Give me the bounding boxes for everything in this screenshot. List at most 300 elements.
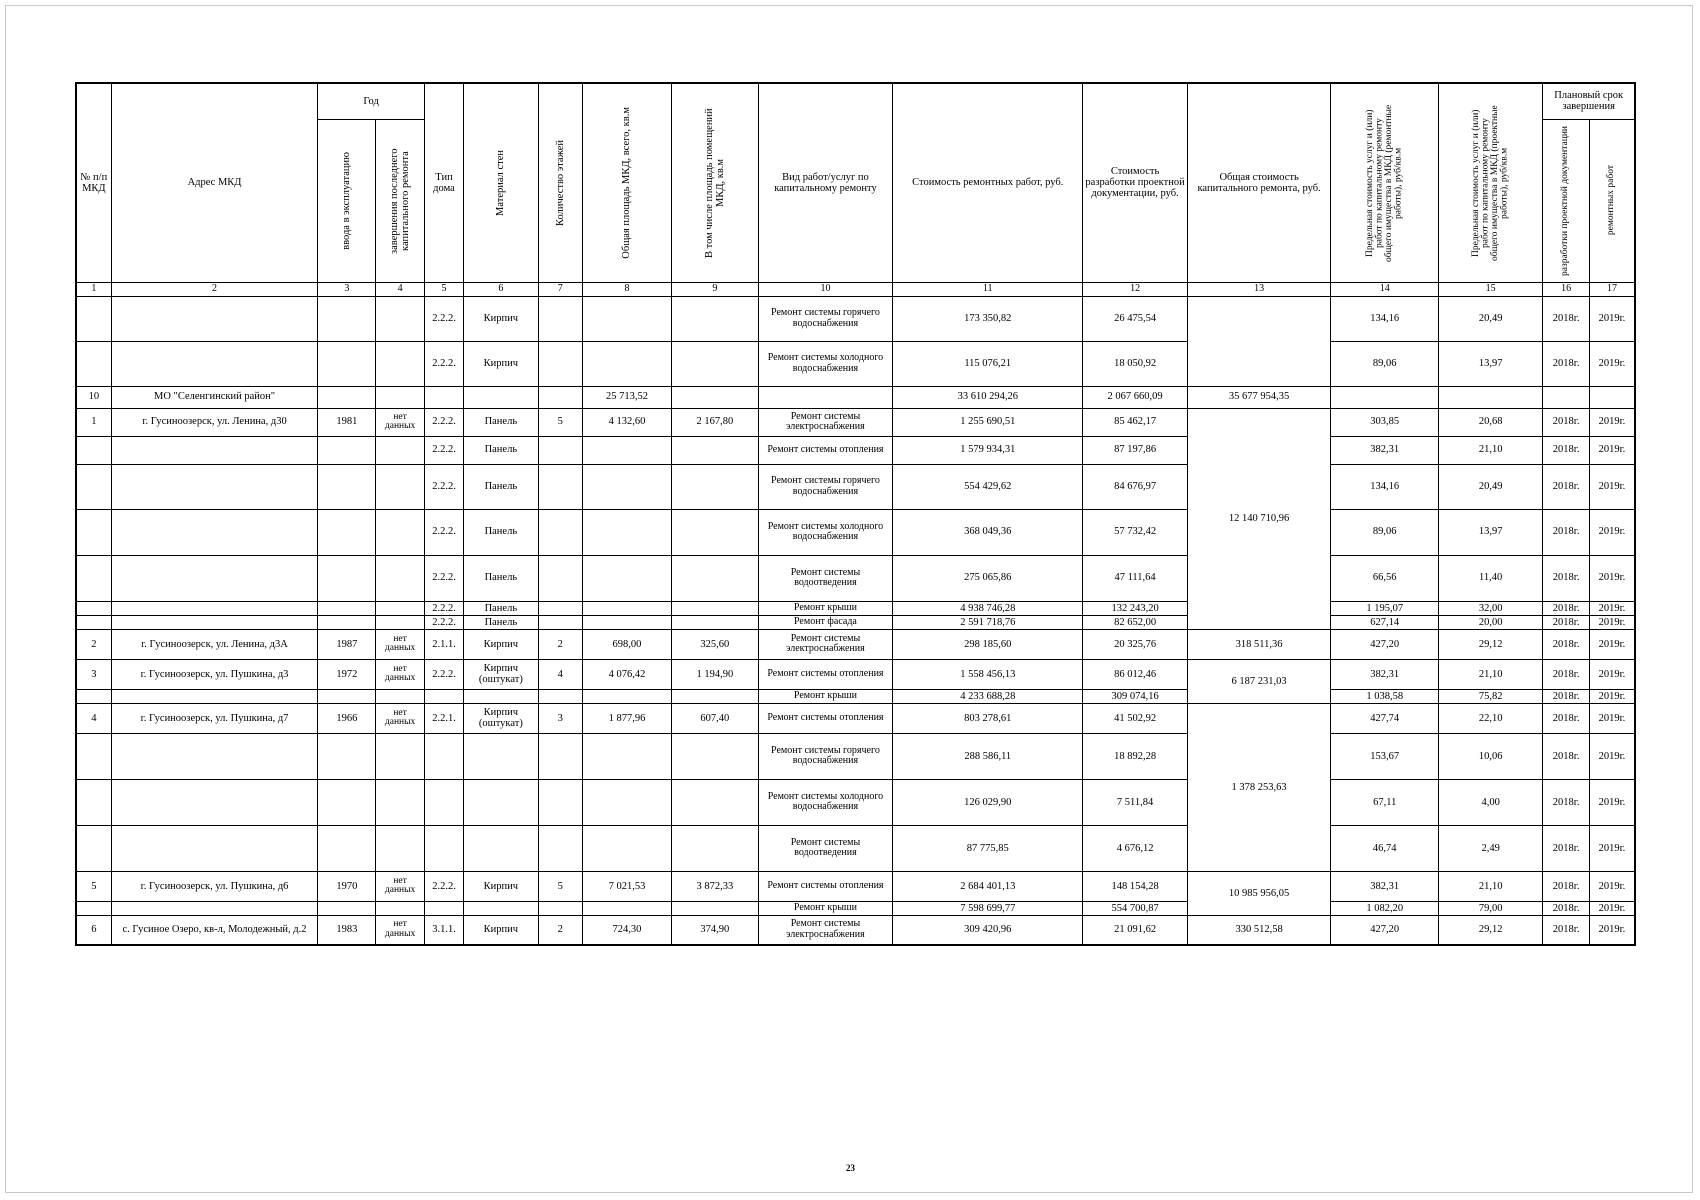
col-header-total-area: Общая площадь МКД, всего, кв.м [583,83,672,282]
cell-deadline-repair: 2019г. [1589,703,1635,733]
cell-deadline-repair: 2019г. [1589,555,1635,601]
col-number: 11 [893,282,1083,296]
cell-design-cost: 85 462,17 [1083,408,1187,436]
cell-empty [464,386,538,408]
col-header-year-group: Год [318,83,424,119]
cell-empty [111,296,318,341]
cell-empty [464,779,538,825]
cell-work-type: Ремонт системы водоотведения [758,555,892,601]
cell-work-type: Ремонт системы электроснабжения [758,408,892,436]
cell-deadline-repair: 2019г. [1589,341,1635,386]
cell-floors: 5 [538,408,582,436]
cell-empty [538,341,582,386]
cell-limit-design: 75,82 [1438,689,1542,703]
cell-empty [111,825,318,871]
cell-empty [583,779,672,825]
cell-premises-area: 2 167,80 [671,408,758,436]
cell-empty [111,901,318,915]
cell-house-type: 2.2.2. [424,601,463,615]
cell-total-area: 4 132,60 [583,408,672,436]
cell-year-commission: 1970 [318,871,376,901]
cell-empty [538,901,582,915]
cell-empty [538,825,582,871]
cell-total-cost: 35 677 954,35 [1187,386,1331,408]
table-row [76,659,1635,689]
col-number: 14 [1331,282,1439,296]
cell-empty [318,296,376,341]
cell-premises-area: 3 872,33 [671,871,758,901]
cell-year-commission: 1983 [318,915,376,945]
cell-empty [583,689,672,703]
cell-empty [538,509,582,555]
table-row [76,733,1635,779]
cell-num: 5 [76,871,111,901]
cell-total-cost: 330 512,58 [1187,915,1331,945]
cell-deadline-repair: 2019г. [1589,915,1635,945]
cell-empty [464,733,538,779]
cell-empty [376,555,425,601]
cell-empty [376,901,425,915]
cell-limit-repair: 1 082,20 [1331,901,1439,915]
cell-empty [376,689,425,703]
cell-floors: 5 [538,871,582,901]
table-row [76,915,1635,945]
cell-limit-repair: 153,67 [1331,733,1439,779]
cell-work-type: Ремонт системы горячего водоснабжения [758,296,892,341]
cell-empty [671,436,758,464]
cell-empty [424,901,463,915]
cell-wall-material: Кирпич [464,629,538,659]
cell-design-cost: 87 197,86 [1083,436,1187,464]
cell-empty [424,386,463,408]
cell-work-type: Ремонт системы холодного водоснабжения [758,779,892,825]
cell-total-area: 25 713,52 [583,386,672,408]
cell-empty [76,296,111,341]
table-row [76,555,1635,601]
cell-limit-design: 22,10 [1438,703,1542,733]
col-header-year-last-repair: завершения последнего капитального ремонта [376,119,425,282]
cell-deadline-design: 2018г. [1543,509,1590,555]
cell-limit-design: 21,10 [1438,659,1542,689]
cell-limit-repair: 303,85 [1331,408,1439,436]
cell-address: г. Гусиноозерск, ул. Пушкина, д7 [111,703,318,733]
cell-repair-cost: 554 429,62 [893,464,1083,509]
cell-deadline-repair: 2019г. [1589,733,1635,779]
cell-deadline-design: 2018г. [1543,296,1590,341]
cell-work-type: Ремонт системы холодного водоснабжения [758,509,892,555]
cell-num: 1 [76,408,111,436]
table-row [76,601,1635,615]
cell-empty [583,464,672,509]
cell-deadline-repair: 2019г. [1589,464,1635,509]
page-number: 23 [846,1163,855,1173]
cell-limit-design: 21,10 [1438,436,1542,464]
cell-limit-repair: 382,31 [1331,659,1439,689]
cell-deadline-repair: 2019г. [1589,408,1635,436]
col-header-wall-material: Материал стен [464,83,538,282]
cell-premises-area: 325,60 [671,629,758,659]
cell-wall-material: Кирпич [464,296,538,341]
cell-limit-design: 2,49 [1438,825,1542,871]
cell-deadline-repair: 2019г. [1589,629,1635,659]
cell-design-cost: 132 243,20 [1083,601,1187,615]
cell-empty [583,615,672,629]
cell-deadline-design: 2018г. [1543,601,1590,615]
cell-year-commission: 1981 [318,408,376,436]
cell-deadline-design: 2018г. [1543,629,1590,659]
cell-floors: 2 [538,915,582,945]
cell-limit-repair: 66,56 [1331,555,1439,601]
cell-design-cost: 84 676,97 [1083,464,1187,509]
cell-empty [538,601,582,615]
cell-deadline-repair: 2019г. [1589,436,1635,464]
col-header-repair-cost: Стоимость ремонтных работ, руб. [893,83,1083,282]
cell-deadline-design: 2018г. [1543,915,1590,945]
cell-wall-material: Панель [464,464,538,509]
col-number: 16 [1543,282,1590,296]
cell-empty [111,615,318,629]
col-header-floors: Количество этажей [538,83,582,282]
cell-design-cost: 7 511,84 [1083,779,1187,825]
cell-house-type: 2.1.1. [424,629,463,659]
col-header-num: № п/п МКД [76,83,111,282]
cell-house-type: 2.2.2. [424,436,463,464]
cell-empty [76,436,111,464]
cell-year-last-repair: нет данных [376,408,425,436]
cell-wall-material: Панель [464,509,538,555]
cell-empty [538,615,582,629]
cell-floors: 2 [538,629,582,659]
cell-deadline-design: 2018г. [1543,436,1590,464]
cell-total-cost: 1 378 253,63 [1187,703,1331,871]
table-row [76,615,1635,629]
cell-empty [671,509,758,555]
cell-num: 3 [76,659,111,689]
cell-deadline-repair: 2019г. [1589,659,1635,689]
cell-year-last-repair: нет данных [376,629,425,659]
cell-deadline-repair: 2019г. [1589,601,1635,615]
cell-empty [111,509,318,555]
cell-total-cost: 10 985 956,05 [1187,871,1331,915]
cell-num: 4 [76,703,111,733]
cell-wall-material: Кирпич (оштукат) [464,703,538,733]
cell-deadline-repair: 2019г. [1589,871,1635,901]
cell-empty [538,464,582,509]
cell-limit-repair: 627,14 [1331,615,1439,629]
cell-empty [76,464,111,509]
cell-empty [111,464,318,509]
col-header-limit-design: Предельная стоимость услуг и (или) работ по капитальному ремонту общего имущества в МКД (проектные работы), руб/кв.м [1438,83,1542,282]
cell-limit-design: 20,49 [1438,464,1542,509]
cell-design-cost: 82 652,00 [1083,615,1187,629]
cell-limit-design: 32,00 [1438,601,1542,615]
cell-empty [1331,386,1439,408]
cell-empty [111,436,318,464]
cell-limit-repair: 427,74 [1331,703,1439,733]
cell-deadline-design: 2018г. [1543,825,1590,871]
cell-empty [424,825,463,871]
cell-empty [1589,386,1635,408]
col-number: 13 [1187,282,1331,296]
cell-repair-cost: 7 598 699,77 [893,901,1083,915]
cell-empty [464,825,538,871]
table-row [76,464,1635,509]
col-header-year-commission: ввода в эксплуатацию [318,119,376,282]
col-number: 4 [376,282,425,296]
table-row [76,509,1635,555]
cell-repair-cost: 115 076,21 [893,341,1083,386]
cell-house-type: 2.2.2. [424,408,463,436]
table-row [76,629,1635,659]
cell-deadline-design: 2018г. [1543,689,1590,703]
cell-wall-material: Кирпич [464,871,538,901]
cell-total-cost: 12 140 710,96 [1187,408,1331,629]
cell-empty [318,733,376,779]
cell-wall-material: Панель [464,601,538,615]
cell-wall-material: Панель [464,615,538,629]
cell-empty [583,825,672,871]
cell-empty [538,733,582,779]
col-number: 5 [424,282,463,296]
cell-empty [583,341,672,386]
cell-address: г. Гусиноозерск, ул. Пушкина, д6 [111,871,318,901]
cell-empty [671,555,758,601]
cell-empty [76,601,111,615]
cell-repair-cost: 275 065,86 [893,555,1083,601]
cell-repair-cost: 1 255 690,51 [893,408,1083,436]
cell-empty [318,509,376,555]
cell-empty [671,779,758,825]
cell-empty [424,779,463,825]
col-number: 3 [318,282,376,296]
cell-deadline-repair: 2019г. [1589,296,1635,341]
cell-limit-repair: 89,06 [1331,341,1439,386]
cell-empty [376,825,425,871]
cell-work-type: Ремонт системы горячего водоснабжения [758,464,892,509]
cell-design-cost: 26 475,54 [1083,296,1187,341]
cell-empty [76,555,111,601]
col-number: 1 [76,282,111,296]
cell-empty [538,436,582,464]
cell-work-type: Ремонт системы горячего водоснабжения [758,733,892,779]
cell-empty [671,615,758,629]
col-number: 8 [583,282,672,296]
table-row [76,825,1635,871]
cell-empty [583,509,672,555]
cell-house-type: 2.2.2. [424,555,463,601]
cell-num: 6 [76,915,111,945]
cell-empty [583,436,672,464]
cell-design-cost: 86 012,46 [1083,659,1187,689]
cell-design-cost: 47 111,64 [1083,555,1187,601]
cell-deadline-repair: 2019г. [1589,615,1635,629]
cell-empty [376,296,425,341]
cell-total-area: 1 877,96 [583,703,672,733]
cell-empty [583,733,672,779]
cell-floors: 3 [538,703,582,733]
cell-empty [671,601,758,615]
cell-limit-repair: 89,06 [1331,509,1439,555]
cell-empty [76,341,111,386]
cell-year-last-repair: нет данных [376,703,425,733]
cell-empty [376,386,425,408]
table-row [76,871,1635,901]
cell-design-cost: 57 732,42 [1083,509,1187,555]
cell-work-type: Ремонт системы отопления [758,659,892,689]
cell-year-last-repair: нет данных [376,659,425,689]
cell-deadline-design: 2018г. [1543,871,1590,901]
cell-design-cost: 20 325,76 [1083,629,1187,659]
cell-wall-material: Кирпич [464,341,538,386]
col-number: 17 [1589,282,1635,296]
cell-limit-repair: 427,20 [1331,629,1439,659]
cell-limit-repair: 134,16 [1331,464,1439,509]
cell-empty [671,464,758,509]
cell-work-type: Ремонт крыши [758,601,892,615]
cell-empty [318,825,376,871]
cell-empty [76,509,111,555]
cell-limit-repair: 134,16 [1331,296,1439,341]
table-row [76,703,1635,733]
cell-year-commission: 1972 [318,659,376,689]
col-header-total-cost: Общая стоимость капитального ремонта, руб. [1187,83,1331,282]
cell-repair-cost: 368 049,36 [893,509,1083,555]
cell-deadline-repair: 2019г. [1589,901,1635,915]
cell-work-type: Ремонт фасада [758,615,892,629]
cell-empty [111,733,318,779]
col-header-deadline-design: разработки проектной документации [1543,119,1590,282]
cell-limit-repair: 427,20 [1331,915,1439,945]
table-row [76,689,1635,703]
cell-empty [376,341,425,386]
cell-total-area: 4 076,42 [583,659,672,689]
cell-empty [424,733,463,779]
cell-work-type: Ремонт крыши [758,901,892,915]
cell-repair-cost: 288 586,11 [893,733,1083,779]
table-row [76,436,1635,464]
cell-empty [111,779,318,825]
cell-empty [538,555,582,601]
cell-empty [76,689,111,703]
cell-design-cost: 18 050,92 [1083,341,1187,386]
col-header-house-type: Тип дома [424,83,463,282]
cell-empty [538,779,582,825]
cell-repair-cost: 298 185,60 [893,629,1083,659]
cell-empty [376,779,425,825]
cell-deadline-design: 2018г. [1543,555,1590,601]
municipality-total-row [76,386,1635,408]
cell-limit-design: 20,68 [1438,408,1542,436]
cell-repair-cost: 1 579 934,31 [893,436,1083,464]
cell-empty [538,296,582,341]
cell-deadline-design: 2018г. [1543,408,1590,436]
table-row [76,296,1635,341]
cell-house-type: 2.2.2. [424,509,463,555]
cell-empty [464,689,538,703]
cell-empty [76,733,111,779]
cell-deadline-design: 2018г. [1543,615,1590,629]
col-header-address: Адрес МКД [111,83,318,282]
repair-program-table [75,82,1636,946]
cell-limit-design: 20,49 [1438,296,1542,341]
cell-empty [376,436,425,464]
cell-address: г. Гусиноозерск, ул. Ленина, д3А [111,629,318,659]
cell-empty [376,733,425,779]
cell-house-type: 2.2.1. [424,703,463,733]
cell-empty [758,386,892,408]
cell-limit-design: 20,00 [1438,615,1542,629]
cell-total-area: 724,30 [583,915,672,945]
cell-empty [318,386,376,408]
col-header-work-type: Вид работ/услуг по капитальному ремонту [758,83,892,282]
cell-repair-cost: 4 938 746,28 [893,601,1083,615]
cell-work-type: Ремонт крыши [758,689,892,703]
cell-house-type: 2.2.2. [424,871,463,901]
cell-total-area: 7 021,53 [583,871,672,901]
cell-deadline-design: 2018г. [1543,464,1590,509]
cell-work-type: Ремонт системы отопления [758,436,892,464]
col-header-limit-repair: Предельная стоимость услуг и (или) работ по капитальному ремонту общего имущества в МКД (ремонтные работы), руб/кв.м [1331,83,1439,282]
cell-limit-design: 4,00 [1438,779,1542,825]
cell-limit-repair: 1 038,58 [1331,689,1439,703]
cell-deadline-repair: 2019г. [1589,825,1635,871]
cell-design-cost: 41 502,92 [1083,703,1187,733]
cell-design-cost: 148 154,28 [1083,871,1187,901]
cell-limit-repair: 46,74 [1331,825,1439,871]
cell-num: 2 [76,629,111,659]
cell-year-commission: 1987 [318,629,376,659]
cell-year-last-repair: нет данных [376,871,425,901]
cell-empty [583,296,672,341]
cell-deadline-repair: 2019г. [1589,509,1635,555]
cell-wall-material: Панель [464,555,538,601]
cell-premises-area: 374,90 [671,915,758,945]
col-number: 15 [1438,282,1542,296]
cell-house-type: 2.2.2. [424,341,463,386]
col-header-deadline-repair: ремонтных работ [1589,119,1635,282]
cell-work-type: Ремонт системы водоотведения [758,825,892,871]
cell-empty [318,555,376,601]
col-number: 7 [538,282,582,296]
cell-house-type: 2.2.2. [424,464,463,509]
col-header-deadline-group: Плановый срок завершения [1543,83,1635,119]
cell-empty [1543,386,1590,408]
cell-repair-cost: 2 684 401,13 [893,871,1083,901]
cell-work-type: Ремонт системы холодного водоснабжения [758,341,892,386]
cell-limit-design: 79,00 [1438,901,1542,915]
cell-deadline-design: 2018г. [1543,733,1590,779]
col-number: 6 [464,282,538,296]
cell-empty [111,555,318,601]
cell-empty [538,386,582,408]
cell-empty [318,464,376,509]
cell-limit-design: 13,97 [1438,341,1542,386]
cell-work-type: Ремонт системы отопления [758,871,892,901]
cell-repair-cost: 87 775,85 [893,825,1083,871]
cell-design-cost: 309 074,16 [1083,689,1187,703]
cell-limit-design: 29,12 [1438,915,1542,945]
cell-deadline-repair: 2019г. [1589,779,1635,825]
cell-empty [318,601,376,615]
cell-address: г. Гусиноозерск, ул. Пушкина, д3 [111,659,318,689]
cell-house-type: 3.1.1. [424,915,463,945]
cell-empty [76,615,111,629]
cell-wall-material: Панель [464,436,538,464]
cell-empty [538,689,582,703]
cell-repair-cost: 126 029,90 [893,779,1083,825]
cell-design-cost: 18 892,28 [1083,733,1187,779]
cell-num: 10 [76,386,111,408]
